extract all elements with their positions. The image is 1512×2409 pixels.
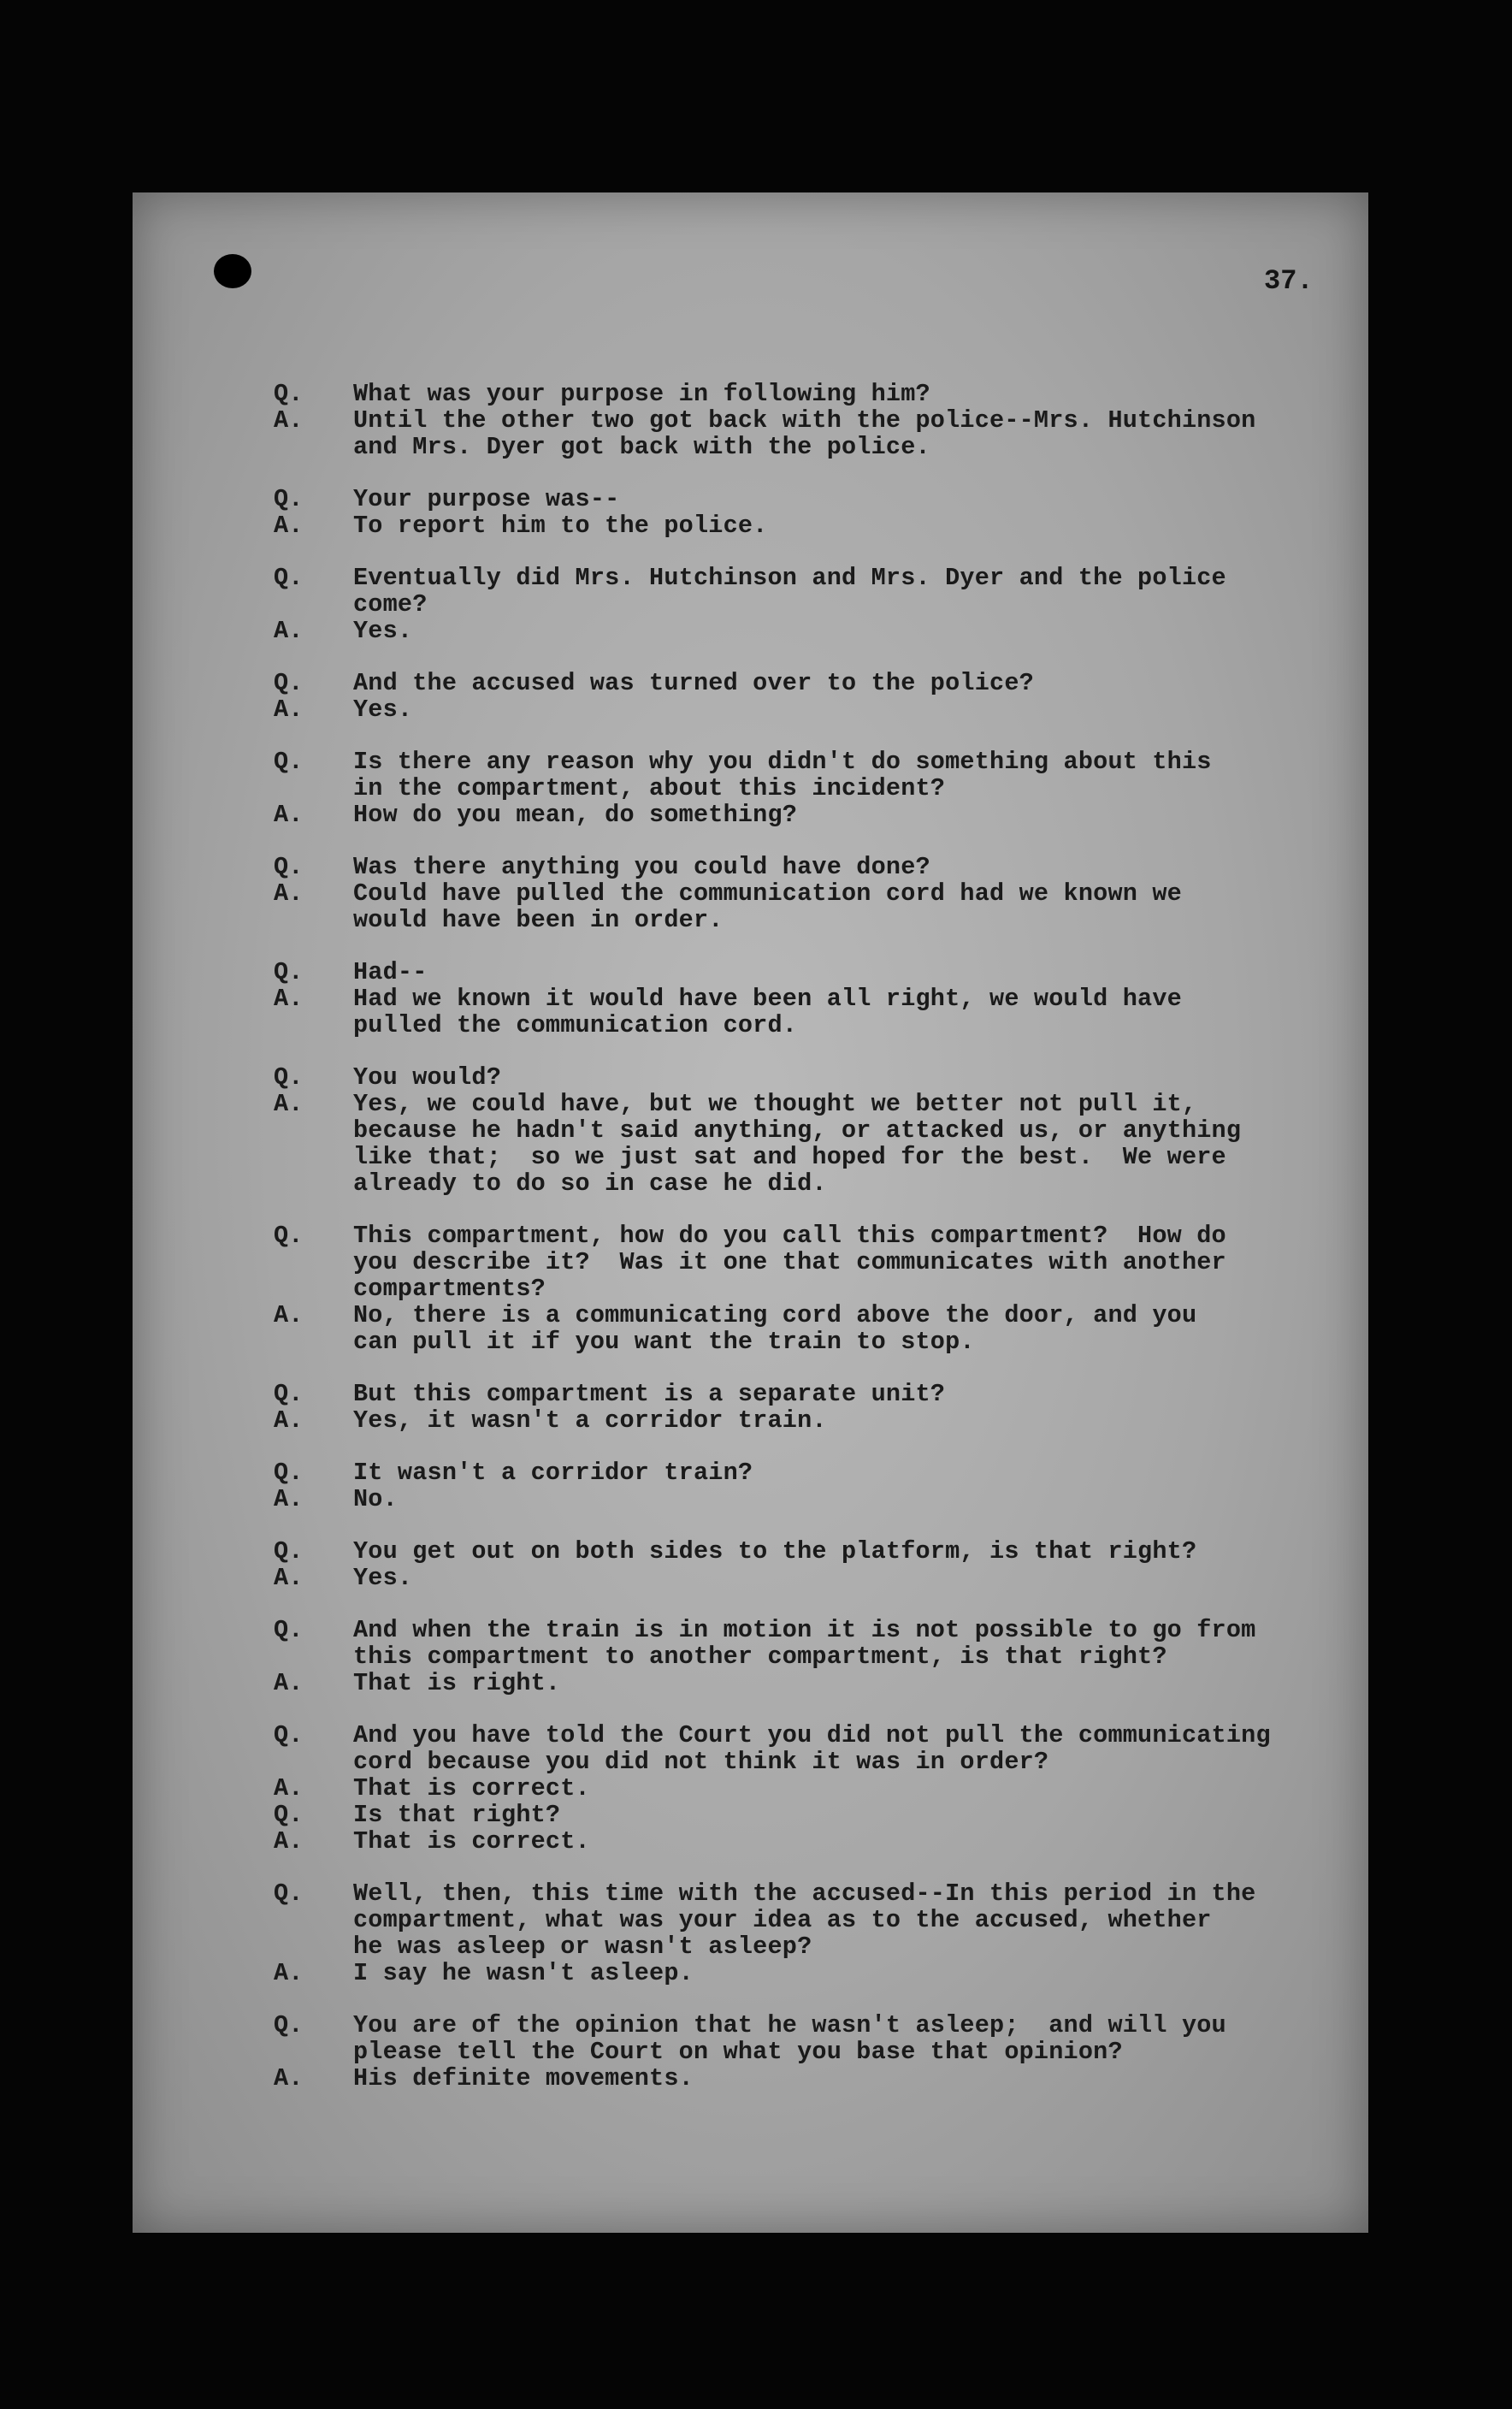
speaker-label xyxy=(274,2039,353,2065)
transcript-line xyxy=(274,512,1334,539)
line-text: cord because you did not think it was in order? xyxy=(353,1748,1049,1776)
speaker-label: A. xyxy=(274,1564,304,1592)
speaker-label: A. xyxy=(274,1669,304,1697)
speaker-label xyxy=(274,1907,353,1933)
speaker-label: Q. xyxy=(274,564,304,592)
line-text: This compartment, how do you call this compartment? How do xyxy=(353,1222,1226,1250)
exchange-block xyxy=(274,1459,1334,1512)
speaker-label xyxy=(274,1249,353,1276)
transcript-line xyxy=(274,854,1334,880)
speaker-label xyxy=(274,907,353,933)
exchange-block xyxy=(274,749,1334,828)
exchange-block xyxy=(274,486,1334,539)
exchange-block xyxy=(274,565,1334,644)
transcript-line xyxy=(274,1802,1334,1828)
transcript-line xyxy=(274,880,1334,907)
line-text: How do you mean, do something? xyxy=(353,801,798,829)
transcript-line xyxy=(274,2039,1334,2065)
transcript-line xyxy=(274,1749,1334,1775)
speaker-label xyxy=(274,1276,353,1302)
line-text: pulled the communication cord. xyxy=(353,1011,798,1039)
exchange-block xyxy=(274,670,1334,723)
line-text: he was asleep or wasn't asleep? xyxy=(353,1933,812,1961)
speaker-label xyxy=(274,1144,353,1170)
transcript-line xyxy=(274,1329,1334,1355)
speaker-label xyxy=(274,1012,353,1039)
speaker-label: A. xyxy=(274,512,304,540)
line-text: You get out on both sides to the platform, is that right? xyxy=(353,1537,1197,1566)
line-text: No, there is a communicating cord above the door, and you xyxy=(353,1301,1197,1329)
transcript-line xyxy=(274,1907,1334,1933)
transcript-line xyxy=(274,1302,1334,1329)
transcript-line xyxy=(274,749,1334,775)
speaker-label: Q. xyxy=(274,1616,304,1644)
line-text: Eventually did Mrs. Hutchinson and Mrs. Dyer and the police xyxy=(353,564,1226,592)
speaker-label: A. xyxy=(274,1485,304,1513)
line-text: You are of the opinion that he wasn't asleep; and will you xyxy=(353,2011,1226,2039)
line-text: Yes. xyxy=(353,1564,413,1592)
speaker-label: A. xyxy=(274,1959,304,1987)
line-text: Well, then, this time with the accused--In this period in the xyxy=(353,1879,1256,1908)
speaker-label: A. xyxy=(274,879,304,908)
transcript-line xyxy=(274,1722,1334,1749)
line-text: And you have told the Court you did not pull the communicating xyxy=(353,1721,1271,1749)
speaker-label: Q. xyxy=(274,1380,304,1408)
line-text: Yes, it wasn't a corridor train. xyxy=(353,1406,827,1435)
speaker-label: A. xyxy=(274,801,304,829)
speaker-label: Q. xyxy=(274,1537,304,1566)
speaker-label: Q. xyxy=(274,1063,304,1092)
transcript-line xyxy=(274,1170,1334,1197)
transcript-line xyxy=(274,1276,1334,1302)
exchange-block xyxy=(274,1222,1334,1355)
line-text: That is correct. xyxy=(353,1827,590,1856)
transcript-line xyxy=(274,1538,1334,1565)
transcript-line xyxy=(274,802,1334,828)
transcript-line xyxy=(274,1249,1334,1276)
line-text: Was there anything you could have done? xyxy=(353,853,930,881)
exchange-block xyxy=(274,1880,1334,1986)
line-text: That is right. xyxy=(353,1669,561,1697)
line-text: But this compartment is a separate unit? xyxy=(353,1380,946,1408)
line-text: this compartment to another compartment, is that right? xyxy=(353,1642,1167,1671)
speaker-label: A. xyxy=(274,1406,304,1435)
transcript-line xyxy=(274,1407,1334,1434)
line-text: Yes, we could have, but we thought we better not pull it, xyxy=(353,1090,1197,1118)
transcript-line xyxy=(274,1459,1334,1486)
speaker-label: Q. xyxy=(274,1721,304,1749)
speaker-label: A. xyxy=(274,406,304,435)
line-text: in the compartment, about this incident? xyxy=(353,774,946,802)
exchange-block xyxy=(274,381,1334,460)
line-text: and Mrs. Dyer got back with the police. xyxy=(353,433,930,461)
line-text: And when the train is in motion it is not possible to go from xyxy=(353,1616,1256,1644)
line-text: please tell the Court on what you base that opinion? xyxy=(353,2038,1123,2066)
line-text: Had-- xyxy=(353,958,428,986)
speaker-label xyxy=(274,1749,353,1775)
speaker-label: A. xyxy=(274,2064,304,2092)
transcript-line xyxy=(274,1565,1334,1591)
exchange-block xyxy=(274,1064,1334,1197)
speaker-label: Q. xyxy=(274,669,304,697)
transcript-line xyxy=(274,1643,1334,1670)
line-text: Had we known it would have been all right, we would have xyxy=(353,985,1182,1013)
transcript-line xyxy=(274,696,1334,723)
speaker-label: Q. xyxy=(274,958,304,986)
transcript-line xyxy=(274,670,1334,696)
line-text: It wasn't a corridor train? xyxy=(353,1459,753,1487)
speaker-label: Q. xyxy=(274,380,304,408)
line-text: That is correct. xyxy=(353,1774,590,1802)
transcript-line xyxy=(274,1933,1334,1960)
transcript-line xyxy=(274,2065,1334,2092)
speaker-label: A. xyxy=(274,1774,304,1802)
transcript-line xyxy=(274,1144,1334,1170)
exchange-block xyxy=(274,854,1334,933)
speaker-label: A. xyxy=(274,1827,304,1856)
line-text: What was your purpose in following him? xyxy=(353,380,930,408)
line-text: No. xyxy=(353,1485,398,1513)
exchange-block xyxy=(274,959,1334,1039)
speaker-label: A. xyxy=(274,1301,304,1329)
transcript-line xyxy=(274,1381,1334,1407)
transcript-line xyxy=(274,591,1334,618)
speaker-label: Q. xyxy=(274,1222,304,1250)
line-text: Yes. xyxy=(353,617,413,645)
speaker-label: Q. xyxy=(274,485,304,513)
line-text: You would? xyxy=(353,1063,502,1092)
exchange-block xyxy=(274,1381,1334,1434)
line-text: Could have pulled the communication cord had we known we xyxy=(353,879,1182,908)
speaker-label xyxy=(274,1170,353,1197)
transcript-line xyxy=(274,775,1334,802)
speaker-label: A. xyxy=(274,985,304,1013)
speaker-label xyxy=(274,1117,353,1144)
speaker-label: Q. xyxy=(274,853,304,881)
transcript-line xyxy=(274,1486,1334,1512)
transcript-line xyxy=(274,1012,1334,1039)
exchange-block xyxy=(274,1617,1334,1696)
transcript-line xyxy=(274,565,1334,591)
transcript-line xyxy=(274,1880,1334,1907)
line-text: can pull it if you want the train to stop. xyxy=(353,1328,975,1356)
speaker-label: Q. xyxy=(274,1459,304,1487)
transcript-line xyxy=(274,2012,1334,2039)
transcript-line xyxy=(274,1775,1334,1802)
transcript-line xyxy=(274,486,1334,512)
speaker-label: A. xyxy=(274,617,304,645)
speaker-label xyxy=(274,1643,353,1670)
line-text: Yes. xyxy=(353,695,413,724)
transcript-line xyxy=(274,1064,1334,1091)
speaker-label xyxy=(274,1933,353,1960)
transcript-line xyxy=(274,1617,1334,1643)
speaker-label: Q. xyxy=(274,2011,304,2039)
exchange-block xyxy=(274,1538,1334,1591)
line-text: would have been in order. xyxy=(353,906,724,934)
transcript-line xyxy=(274,618,1334,644)
transcript-line xyxy=(274,1828,1334,1855)
speaker-label xyxy=(274,591,353,618)
line-text: you describe it? Was it one that communicates with another xyxy=(353,1248,1226,1276)
exchange-block xyxy=(274,1722,1334,1855)
speaker-label: Q. xyxy=(274,748,304,776)
line-text: Is that right? xyxy=(353,1801,561,1829)
speaker-label: Q. xyxy=(274,1801,304,1829)
line-text: Is there any reason why you didn't do something about this xyxy=(353,748,1212,776)
transcript-line xyxy=(274,434,1334,460)
testimony-transcript xyxy=(274,381,1334,2117)
line-text: Your purpose was-- xyxy=(353,485,620,513)
transcript-line xyxy=(274,1670,1334,1696)
line-text: To report him to the police. xyxy=(353,512,768,540)
speaker-label: Q. xyxy=(274,1879,304,1908)
punch-hole xyxy=(214,254,251,288)
line-text: I say he wasn't asleep. xyxy=(353,1959,694,1987)
transcript-line xyxy=(274,381,1334,407)
speaker-label: A. xyxy=(274,695,304,724)
speaker-label xyxy=(274,1329,353,1355)
transcript-line xyxy=(274,986,1334,1012)
exchange-block xyxy=(274,2012,1334,2092)
transcript-line xyxy=(274,407,1334,434)
transcript-line xyxy=(274,1960,1334,1986)
transcript-line xyxy=(274,959,1334,986)
transcript-line xyxy=(274,1091,1334,1117)
line-text: because he hadn't said anything, or attacked us, or anything xyxy=(353,1116,1242,1145)
speaker-label xyxy=(274,775,353,802)
line-text: Until the other two got back with the police--Mrs. Hutchinson xyxy=(353,406,1256,435)
speaker-label: A. xyxy=(274,1090,304,1118)
line-text: And the accused was turned over to the police? xyxy=(353,669,1034,697)
page-number: 37. xyxy=(1264,265,1314,297)
line-text: already to do so in case he did. xyxy=(353,1169,827,1198)
line-text: His definite movements. xyxy=(353,2064,694,2092)
line-text: come? xyxy=(353,590,428,619)
line-text: compartment, what was your idea as to the accused, whether xyxy=(353,1906,1212,1934)
line-text: like that; so we just sat and hoped for the best. We were xyxy=(353,1143,1226,1171)
line-text: compartments? xyxy=(353,1275,546,1303)
transcript-line xyxy=(274,1117,1334,1144)
transcript-line xyxy=(274,907,1334,933)
transcript-line xyxy=(274,1222,1334,1249)
speaker-label xyxy=(274,434,353,460)
